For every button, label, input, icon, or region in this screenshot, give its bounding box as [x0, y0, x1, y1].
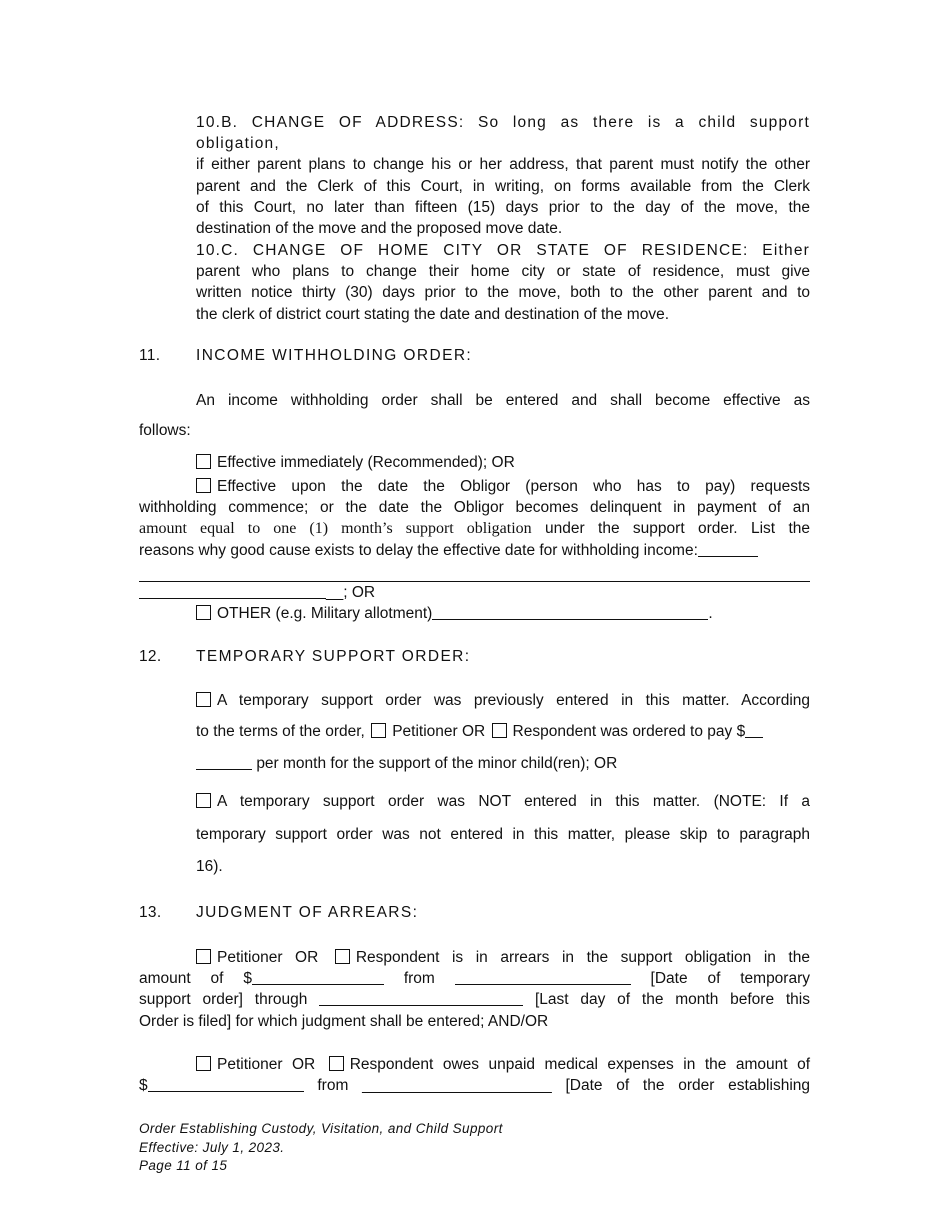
arrears-respondent-checkbox[interactable]: [335, 949, 350, 964]
section-11-number: 11.: [139, 347, 161, 364]
arrears-through-date-field[interactable]: [319, 990, 523, 1006]
upon-date-line-4: reasons why good cause exists to delay the effective date for withholding income:: [139, 540, 810, 561]
temp-order-not-entered-line-2: temporary support order was not entered in this matter, please skip to paragraph: [196, 825, 810, 843]
medical-line-1: Petitioner OR Respondent owes unpaid medical expenses in the amount of: [139, 1054, 810, 1075]
footer-page-number: Page 11 of 15: [139, 1158, 228, 1173]
temp-amount-field-1[interactable]: [745, 722, 763, 738]
upon-date-line-1: Effective upon the date the Obligor (person who has to pay) requests: [139, 476, 810, 497]
section-12-heading: TEMPORARY SUPPORT ORDER:: [196, 648, 471, 665]
medical-petitioner-checkbox[interactable]: [196, 1056, 211, 1071]
section-10c-line-3: written notice thirty (30) days prior to the move, both to the other parent and to: [196, 284, 810, 302]
section-10b-line-5: destination of the move and the proposed move date.: [196, 220, 563, 238]
medical-line-2: $ from ______________________ [Date of the order establishing: [139, 1077, 810, 1095]
section-10c-line-1: 10.C. CHANGE OF HOME CITY OR STATE OF RESIDENCE: Either: [196, 242, 810, 259]
arrears-line-2: amount of $ from [Date of temporary: [139, 970, 811, 988]
section-11-intro: An income withholding order shall be entered and shall become effective as: [196, 392, 810, 409]
temp-order-entered-checkbox[interactable]: [196, 692, 211, 707]
arrears-line-4: Order is filed] for which judgment shall be entered; AND/OR: [139, 1012, 549, 1030]
temp-order-not-entered-line-3: 16).: [196, 858, 223, 875]
other-label: OTHER (e.g. Military allotment): [217, 605, 433, 622]
section-10c-line-4: the clerk of district court stating the date and destination of the move.: [196, 305, 670, 323]
medical-paragraph: [139, 1054, 810, 1096]
option-upon-date: [139, 476, 810, 561]
footer-effective-date: Effective: July 1, 2023.: [139, 1139, 285, 1155]
temp-respondent-checkbox[interactable]: [492, 723, 507, 738]
section-13-number: 13.: [139, 904, 162, 921]
option-other: OTHER (e.g. Military allotment) .: [196, 604, 713, 623]
page-footer: [139, 1120, 503, 1176]
arrears-petitioner-checkbox[interactable]: [196, 949, 211, 964]
temp-order-not-entered-line-1: A temporary support order was NOT entered in this matter. (NOTE: If a: [196, 786, 810, 819]
section-10c-line-2: parent who plans to change their home city or state of residence, must give: [196, 263, 810, 281]
section-10b-line-2: if either parent plans to change his or her address, that parent must notify the other: [196, 156, 810, 174]
reasons-field-3[interactable]: [139, 583, 326, 599]
section-10c: [196, 240, 810, 325]
section-10b-line-3: parent and the Clerk of this Court, in writing, on forms available from the Clerk: [196, 177, 810, 195]
upon-date-checkbox[interactable]: [196, 478, 211, 493]
reasons-field-1[interactable]: [698, 541, 758, 557]
temp-order-entered-line-2: to the terms of the order, Petitioner OR Respondent was ordered to pay $: [196, 722, 763, 741]
upon-date-line-2: withholding commence; or the date the Obligor becomes delinquent in payment of an: [139, 499, 810, 517]
immediate-checkbox[interactable]: [196, 454, 211, 469]
temp-order-entered-line-1: A temporary support order was previously entered in this matter. According: [196, 690, 810, 711]
medical-respondent-checkbox[interactable]: [329, 1056, 344, 1071]
section-13-heading: JUDGMENT OF ARREARS:: [196, 904, 419, 921]
section-10b-line-1: 10.B. CHANGE OF ADDRESS: So long as there is a child support obligation,: [196, 114, 810, 153]
section-10b-line-4: of this Court, no later than fifteen (15) days prior to the day of the move, the: [196, 198, 810, 216]
section-11-heading: INCOME WITHHOLDING ORDER:: [196, 347, 473, 364]
temp-order-entered-line-3: per month for the support of the minor child(ren); OR: [196, 754, 617, 773]
reasons-field-end: __; OR: [139, 583, 375, 602]
immediate-label: Effective immediately (Recommended); OR: [217, 454, 515, 471]
section-10b: [196, 112, 810, 239]
arrears-paragraph: [139, 947, 810, 1032]
section-12-number: 12.: [139, 648, 162, 665]
section-11-intro-cont: follows:: [139, 422, 191, 439]
arrears-line-1: Petitioner OR Respondent is in arrears in the support obligation in the: [139, 947, 810, 968]
temp-order-not-entered-checkbox[interactable]: [196, 793, 211, 808]
arrears-line-3: support order] through [Last day of the month before this: [139, 991, 810, 1009]
medical-amount-field[interactable]: [148, 1076, 304, 1092]
temp-amount-field-2[interactable]: [196, 754, 252, 770]
other-field[interactable]: [432, 604, 708, 620]
arrears-amount-field[interactable]: [252, 969, 384, 985]
other-checkbox[interactable]: [196, 605, 211, 620]
temp-petitioner-checkbox[interactable]: [371, 723, 386, 738]
reasons-field-2[interactable]: [139, 581, 810, 582]
temp-order-not-entered: [196, 786, 810, 884]
option-immediate: [196, 454, 515, 472]
arrears-from-date-field[interactable]: [455, 969, 631, 985]
footer-title: Order Establishing Custody, Visitation, and Child Support: [139, 1121, 503, 1136]
upon-date-line-3: amount equal to one (1) month’s support obligation under the support order. List the: [139, 520, 810, 538]
